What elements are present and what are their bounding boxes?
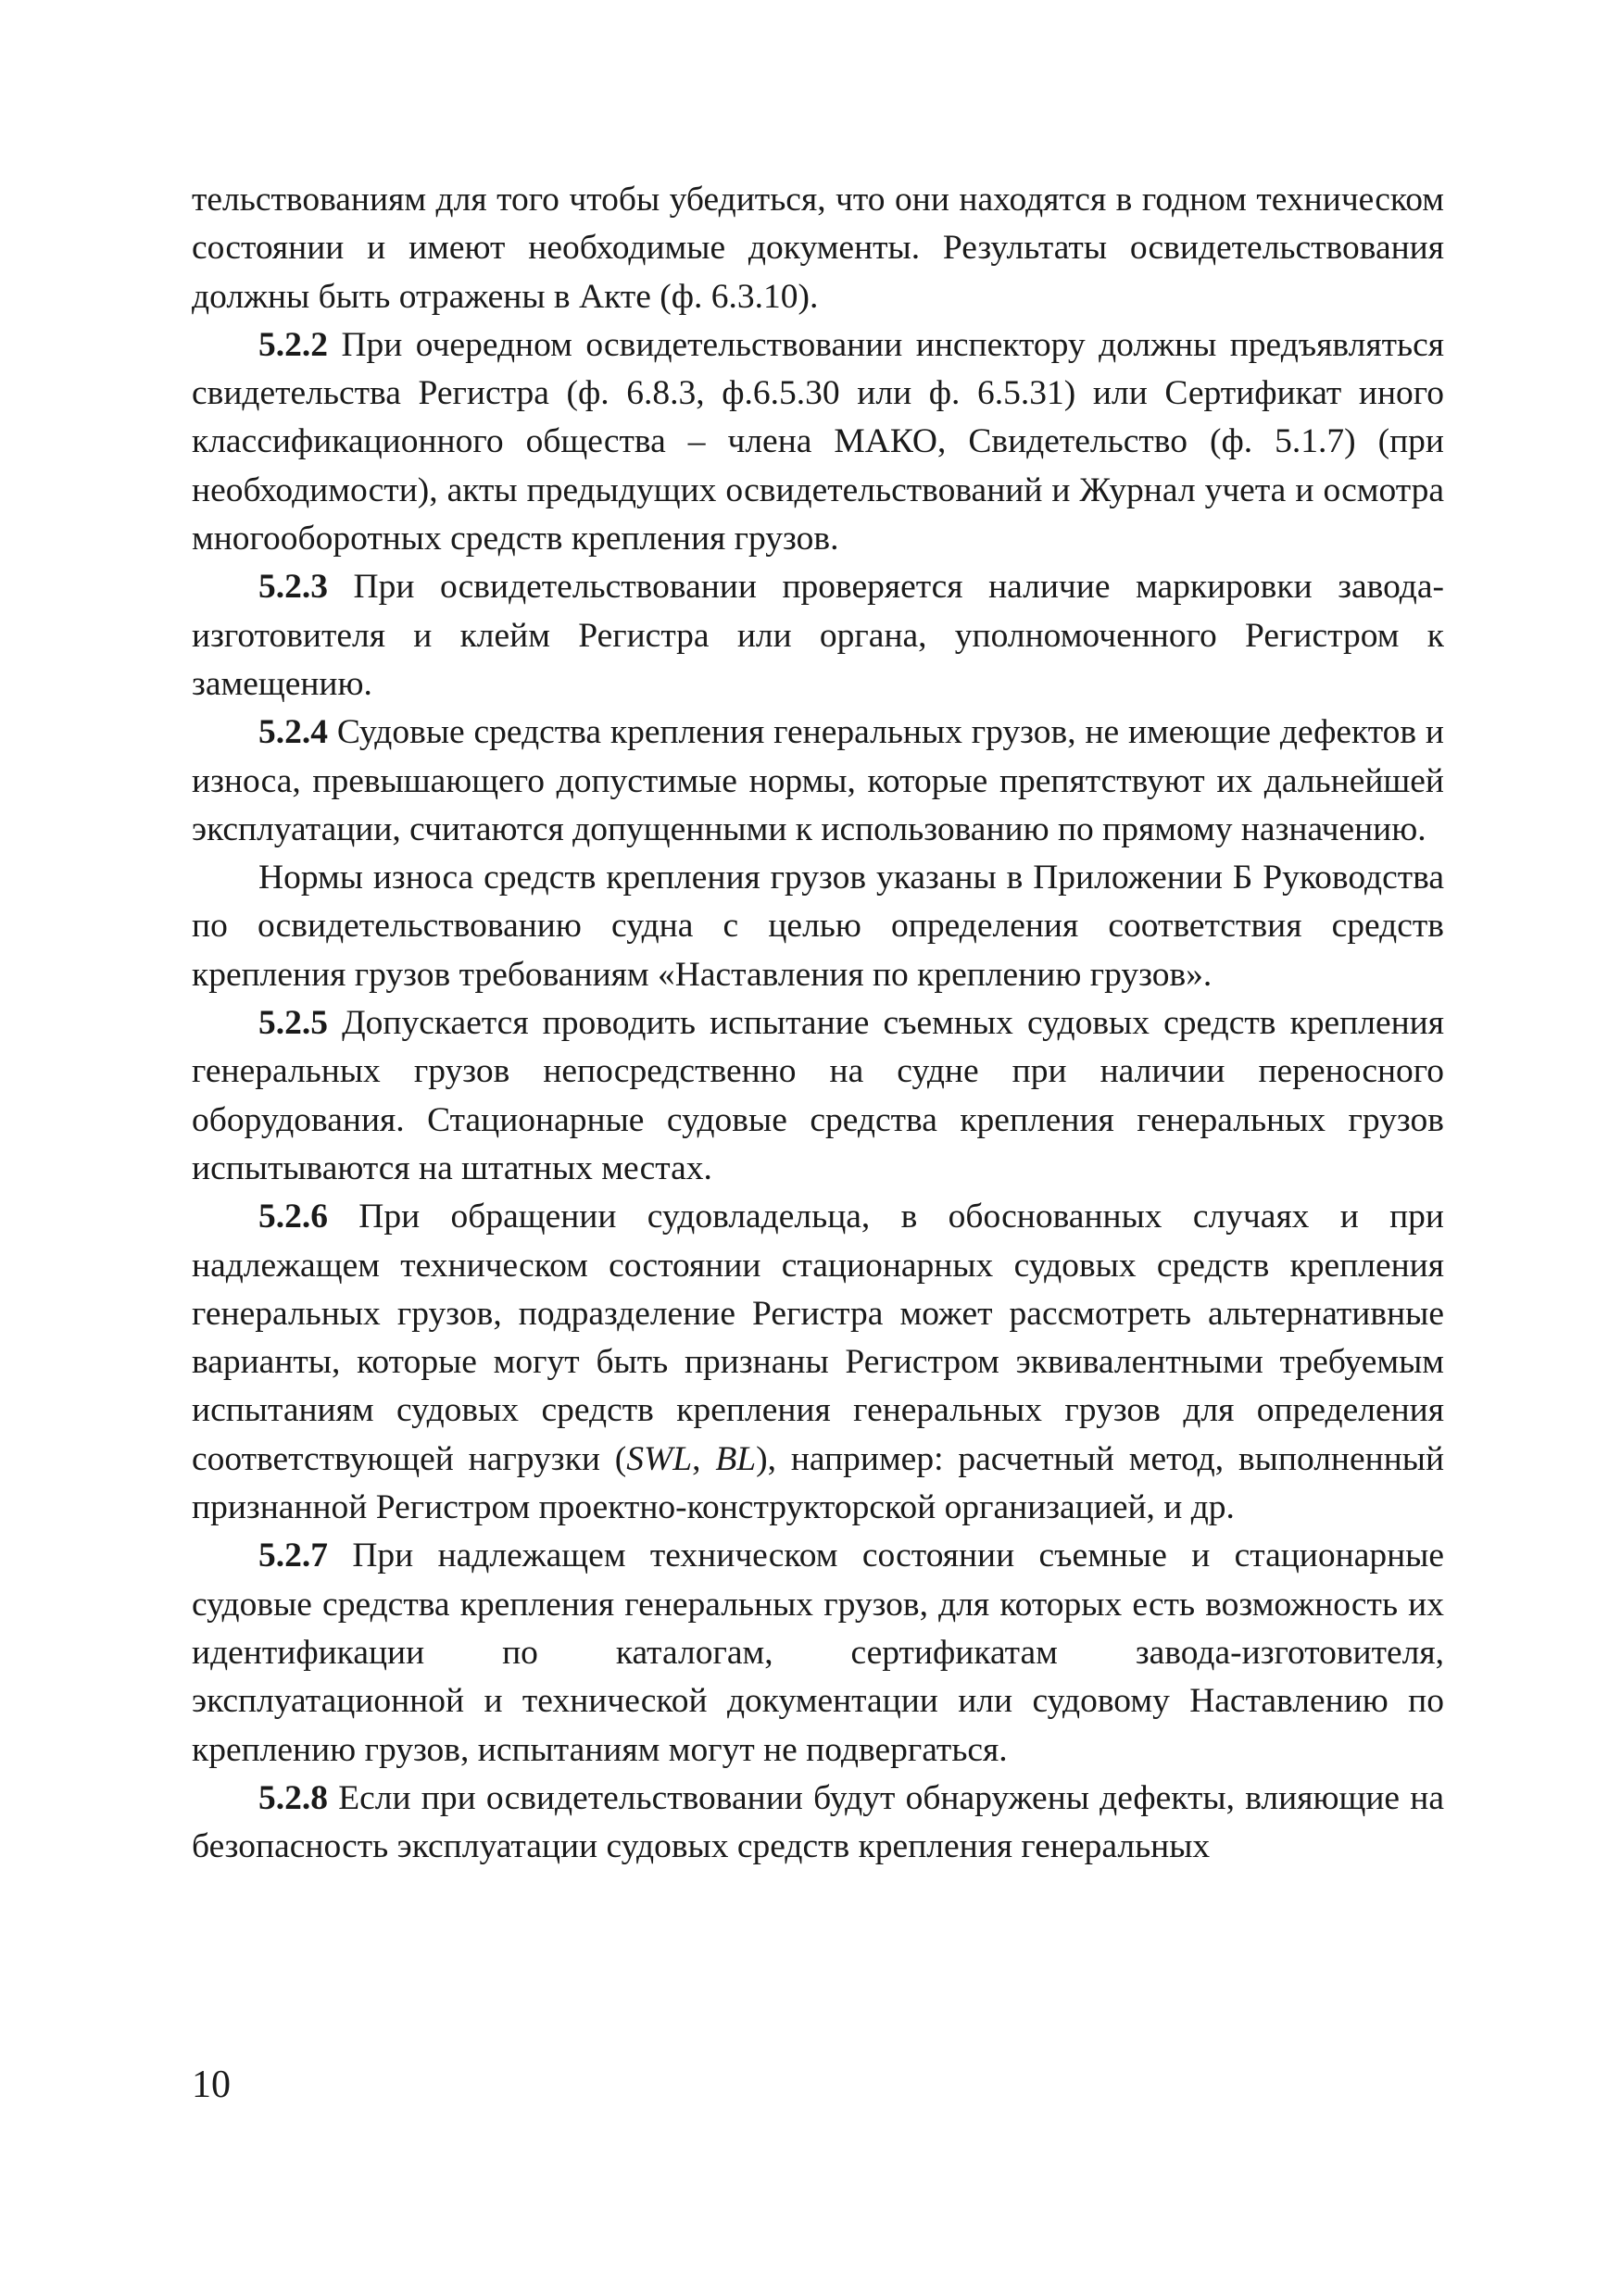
paragraph-text: При надлежащем техническом состоянии съемные и стационарные судовые средства крепления генеральных грузов, для которых есть возможность их идентификации по каталогам, сертификатам завода-изготовителя, эксплуатационной и технической документации или судовому Наставлению по креплению грузов, испытаниям могут не подвергаться. — [192, 1537, 1444, 1769]
paragraph-5-2-8 — [192, 1775, 1444, 1872]
paragraph-text: При обращении судовладельца, в обоснованных случаях и при надлежащем техническом состоянии стационарных судовых средств крепления генеральных грузов, подразделение Регистра может рассмотреть альтернативные варианты, которые могут быть признаны Регистром эквивалентными требуемым испытаниям судовых средств крепления генеральных грузов для определения соответствующей нагрузки ( — [192, 1198, 1444, 1478]
page-number: 10 — [192, 2064, 231, 2106]
clause-number: 5.2.6 — [258, 1198, 328, 1236]
paragraph-text: При освидетельствовании проверяется наличие маркировки завода-изготовителя и клейм Регистра или органа, уполномоченного Регистром к замещению. — [192, 568, 1444, 703]
clause-number: 5.2.2 — [258, 325, 328, 364]
paragraph-5-2-3 — [192, 563, 1444, 709]
paragraph-continuation — [192, 176, 1444, 321]
italic-term-bl: BL — [715, 1439, 757, 1478]
paragraph-wear-norms — [192, 854, 1444, 999]
paragraph-5-2-7 — [192, 1532, 1444, 1774]
paragraph-text: Допускается проводить испытание съемных судовых средств крепления генеральных грузов непосредственно на судне при наличии переносного оборудования. Стационарные судовые средства крепления генеральных грузов испытываются на штатных местах. — [192, 1004, 1444, 1187]
clause-number: 5.2.7 — [258, 1537, 328, 1575]
clause-number: 5.2.8 — [258, 1778, 328, 1817]
italic-term-swl: SWL — [626, 1439, 693, 1478]
paragraph-5-2-5 — [192, 999, 1444, 1193]
paragraph-text: Судовые средства крепления генеральных грузов, не имеющие дефектов и износа, превышающего допустимые нормы, которые препятствуют их дальнейшей эксплуатации, считаются допущенными к использованию по прямому назначению. — [192, 713, 1444, 848]
body-text — [192, 176, 1444, 1871]
paragraph-text: При очередном освидетельствовании инспектору должны предъявляться свидетельства Регистра (ф. 6.8.3, ф.6.5.30 или ф. 6.5.31) или Сертификат иного классификационного общества – члена МАКО, Свидетельство (ф. 5.1.7) (при необходимости), акты предыдущих освидетельствований и Журнал учета и осмотра многооборотных средств крепления грузов. — [192, 325, 1444, 558]
clause-number: 5.2.4 — [258, 713, 328, 752]
paragraph-text: ), например: расчетный метод, выполненный признанной Регистром проектно-конструкторской организацией, и др. — [192, 1439, 1445, 1527]
paragraph-5-2-4 — [192, 709, 1444, 854]
separator-text: , — [692, 1439, 716, 1478]
paragraph-text: тельствованиям для того чтобы убедиться, что они находятся в годном техническом состоянии и имеют необходимые документы. Результаты освидетельствования должны быть отражены в Акте (ф. 6.3.10). — [192, 181, 1444, 316]
clause-number: 5.2.3 — [258, 568, 328, 607]
paragraph-text: Нормы износа средств крепления грузов указаны в Приложении Б Руководства по освидетельствованию судна с целью определения соответствия средств крепления грузов требованиям «Наставления по креплению грузов». — [192, 859, 1444, 994]
clause-number: 5.2.5 — [258, 1004, 328, 1043]
paragraph-5-2-6 — [192, 1193, 1444, 1532]
paragraph-5-2-2 — [192, 321, 1444, 563]
paragraph-text: Если при освидетельствовании будут обнаружены дефекты, влияющие на безопасность эксплуатации судовых средств крепления генеральных — [192, 1778, 1444, 1866]
